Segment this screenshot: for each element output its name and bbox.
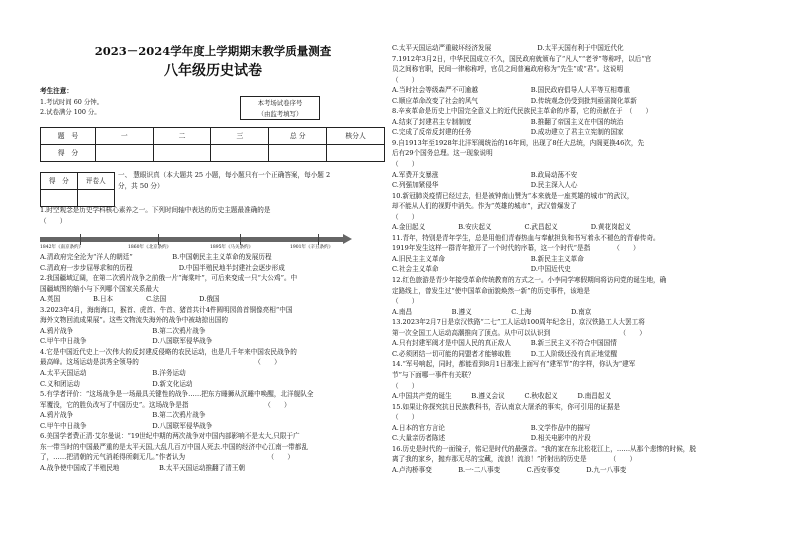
option-line: C.列强加紧侵华 D.民主深入人心 <box>392 181 578 190</box>
question-line: 15.如果让你探究抗日民族教科书，否认南京大屠杀的事实，你可引用的证据是 <box>392 402 621 411</box>
question-line: 节”与下面哪一事件有关联？ <box>392 370 475 379</box>
question-line: 16.历史是时代的一面镜子，铭记是时代的最强音。“我的家在东北松花江上，……从那个悲惨的时候，脱 <box>392 444 696 453</box>
option-line: A.只有封建军阀才是中国人民的真正敌人 B.新三民主义不符合中国国情 <box>392 339 617 348</box>
seat-number-box <box>240 96 320 120</box>
question-line: 6.美国学者费正清·艾尔曼说：“19世纪中期的两次战争对中国内部影响不是太大,只限于广 <box>40 432 300 441</box>
option-line: A.卢沟桥事变 B.一·二八事变 C.西安事变 D.九一八事变 <box>392 465 627 474</box>
note-line: 1.考试时间 60 分钟。 <box>40 97 104 106</box>
right-column <box>392 0 744 560</box>
question-line: 9.自1913年至1928年北洋军阀统治的16年间，出现了8任大总统，内阁更换46次，先 <box>392 138 645 147</box>
score-header-cell: 总 分 <box>269 128 327 145</box>
question-line: 3.2023年4月，海南海口，猴首、虎首、牛首、猪首共计4件圆明园兽首铜像亮相“中国 <box>40 305 293 314</box>
score-cell[interactable] <box>269 145 327 162</box>
question-line: 11.青年，特别是青年学生，总是用他们青春热血与奉献担负和书写着永不褪色的青春传奇。 <box>392 233 660 242</box>
question-line: 后有29个国务总理。这一现象说明 <box>392 149 493 158</box>
question-line: 5.有学者评价：“这场战争是一场最具关键性的战争……把东方睡狮从沉睡中唤醒，北洋舰队全 <box>40 390 314 399</box>
question-line: 海外文物回流成果展”。这些文物流失海外的战争中被劫掠出国的 <box>40 316 228 325</box>
question-line: 定路线上，曾发生过“使中国革命面貌焕然一新”的历史事件，该地是 <box>392 286 590 295</box>
score-header-cell: 核分人 <box>327 128 385 145</box>
option-line: A.清政府完全沦为“洋人的朝廷” B.中国朝民主主义革命的发展历程 <box>40 253 272 261</box>
score-header-cell: 题 号 <box>41 128 96 145</box>
question-line: 国疆域图的缩小与下列哪个国家关系最大 <box>40 284 159 293</box>
question-line: 最高峰。这场运动是洪秀全领导的 （ ） <box>40 358 281 367</box>
option-line: A.战争使中国成了半殖民地 B.太平天国运动推翻了清王朝 <box>40 463 246 472</box>
option-line: A.英国 B.日本 C.法国 D.俄国 <box>40 295 220 304</box>
timeline-bar <box>40 237 345 242</box>
option-line: A.中国共产党的诞生 B.遵义会议 C.秋收起义 D.南昌起义 <box>392 392 612 401</box>
option-line: C.义和团运动 D.新文化运动 <box>40 379 193 388</box>
stamp-line: 本考场试卷序号 <box>257 99 303 107</box>
option-line: A.日本的官方言论 B.文学作品中的描写 <box>392 423 591 432</box>
timeline-label: 1895年《马关条约》 <box>210 245 253 250</box>
question-line: 12.红色旅游是青少年接受革命传统教育的方式之一。小李同学寒假期间将访问党的诞生地，确 <box>392 276 667 285</box>
option-line: A.太平天国运动 B.洋务运动 <box>40 369 186 378</box>
question-line: 13.2023年2月7日是京汉铁路“二七”工人运动100周年纪念日，京汉铁路工人大罢工将 <box>392 318 645 327</box>
question-block-left <box>40 252 385 473</box>
score-cell[interactable] <box>327 145 385 162</box>
option-line: C.顺应革命改变了社会的风气 D.传统观念仍受到批判亟需简化革新 <box>392 96 637 105</box>
question-line: 东一带当时的中国最严重的是太平天国,大乱几百万中国人死去.中国的经济中心江南一带都乱 <box>40 442 308 451</box>
timeline-tick <box>240 234 241 245</box>
answer-paren: （ ） <box>392 297 419 306</box>
timeline-label: 1901年《辛丑条约》 <box>290 245 333 250</box>
timeline-label: 1860年《北京条约》 <box>128 245 171 250</box>
answer-paren: （ ） <box>392 212 419 221</box>
score-header-cell: 一 <box>95 128 153 145</box>
option-line: C.必须团结一切可能的同盟者才能够取胜 D.工人阶级还没有真正地觉醒 <box>392 349 618 358</box>
question-line: 却不能从人们的视野中消失。作为“英雄的城市”，武汉曾爆发了 <box>392 202 577 211</box>
score-header-row <box>41 128 385 145</box>
option-line: A.鸦片战争 B.第二次鸦片战争 <box>40 326 206 335</box>
score-row-label: 得 分 <box>41 145 96 162</box>
option-line: A.结束了封建君主专制制度 B.推翻了帝国主义在中国的统治 <box>392 117 624 126</box>
question-line: 8.辛亥革命是历史上中国完全意义上的近代民族民主革命的序幕，它的贡献在于 （ ） <box>392 107 653 116</box>
timeline-arrow-icon <box>343 234 352 244</box>
option-line: C.清政府一步步屈辱求和的历程 D.中国半殖民地半封建社会逐步形成 <box>40 263 285 272</box>
option-line: A.旧民主主义革命 B.新民主主义革命 <box>392 254 584 263</box>
question-line: 4.它是中国近代史上一次伟大的反封建反侵略的农民运动，也是几千年来中国农民战争的 <box>40 347 297 356</box>
option-line: C.甲午中日战争 D.八国联军侵华战争 <box>40 337 213 346</box>
question-line: （ ） <box>40 216 67 225</box>
question-line: 离了我的家乡，抛弃那无尽的宝藏，流浪！流浪！”折射出的历史是 （ ） <box>392 455 637 464</box>
question-line: 员之间称官职，民间一律称称呼，官员之间普遍政府称为“先生”或“君”。这说明 <box>392 65 624 74</box>
grader-name-cell[interactable] <box>77 190 114 207</box>
option-line: C.甲午中日战争 D.八国联军侵华战争 <box>40 421 213 430</box>
timeline-tick <box>158 234 159 245</box>
question-line: 1919年发生这样一群青年掀开了一个时代的序幕，这一个时代“是指 （ ） <box>392 244 640 253</box>
score-cell[interactable] <box>95 145 153 162</box>
note-line: 2.试卷满分 100 分。 <box>40 108 101 116</box>
section1-line: 分，共 50 分） <box>118 181 164 190</box>
question-line: 第一次全国工人运动高潮推向了顶点。从中可以认识到 （ ） <box>392 328 646 337</box>
answer-paren: （ ） <box>392 413 419 422</box>
option-line: A.鸦片战争 B.第二次鸦片战争 <box>40 411 206 420</box>
question-line: 1.时空观念是历史学科核心素养之一。下列时间轴中表达的历史主题最准确的是 <box>40 206 271 214</box>
stamp-line: （由监考填写） <box>257 109 303 118</box>
score-cell[interactable] <box>153 145 211 162</box>
question-line: 2.我国疆域辽阔，在第二次鸦片战争之前俄一片“海棠叶”，可后来变成一只“大公鸡”。中 <box>40 274 298 283</box>
notes-label: 考生注意： <box>40 87 73 95</box>
question-line: 7.1912年3月2日，中华民国成立不久，国民政府就颁布了“凡人”“老爷”等称呼，以后“官 <box>392 54 652 63</box>
option-line: A.金田起义 B.安庆起义 C.武昌起义 D.黄花岗起义 <box>392 223 631 232</box>
question-line: 14.“军号响起，同时，都能看到8月1日那张上面写有“建军节”的字样，你认为“建军 <box>392 360 636 369</box>
grader-score-label: 得 分 <box>41 173 78 190</box>
score-cell[interactable] <box>211 145 269 162</box>
option-line: C.大量亲历者陈述 D.相关电影中的片段 <box>392 434 591 443</box>
exam-title: 2023－2024学年度上学期期末教学质量测查 <box>94 44 332 58</box>
option-line: C.太平天国运动严重破坏经济发展 D.太平天国有利于中国近代化 <box>392 44 624 52</box>
grader-table <box>40 172 115 207</box>
exam-subtitle: 八年级历史试卷 <box>164 63 262 79</box>
left-column <box>40 0 385 560</box>
section1-line: 一、 慧眼识真（本大题共 25 小题，每小题只有一个正确答案，每小题 2 <box>118 171 331 179</box>
timeline-tick <box>318 234 319 245</box>
timeline-label: 1842年《南京条约》 <box>40 245 83 250</box>
answer-paren: （ ） <box>392 381 419 390</box>
score-table <box>40 127 385 162</box>
option-line: A.当时社会等级森严不可逾越 B.国民政府倡导人人平等互相尊重 <box>392 86 630 95</box>
option-line: C.社会主义革命 D.中国近代史 <box>392 265 571 274</box>
answer-paren: （ ） <box>392 160 419 169</box>
answer-paren: （ ） <box>392 75 419 84</box>
grader-name-label: 评卷人 <box>77 173 114 190</box>
option-line: A.军费开支暴涨 B.政局动荡不安 <box>392 170 578 179</box>
option-line: C.完成了反帝反封建的任务 D.成功建立了君主立宪制的国家 <box>392 128 624 137</box>
option-line: A.南昌 B.遵义 C.上海 D.南京 <box>392 307 592 316</box>
question-line: 10.新冠肺炎疫情已经过去，但是被钟南山赞为“本来就是一座英雄的城市”的武汉， <box>392 191 634 200</box>
score-header-cell: 二 <box>153 128 211 145</box>
score-header-cell: 三 <box>211 128 269 145</box>
timeline-tick <box>80 234 81 245</box>
exam-notes <box>40 86 240 118</box>
grader-score-cell[interactable] <box>41 190 78 207</box>
question-line: 了，……把清朝的元气消耗得所剩无几。”作者认为 （ ） <box>40 453 294 462</box>
question-line: 军覆没，它的胜负改写了中国历史”。这场战争是指 （ ） <box>40 400 291 409</box>
question-block-right <box>392 43 744 475</box>
section1-instructions <box>118 170 388 191</box>
score-value-row <box>41 145 385 162</box>
question-block-q1 <box>40 205 385 226</box>
